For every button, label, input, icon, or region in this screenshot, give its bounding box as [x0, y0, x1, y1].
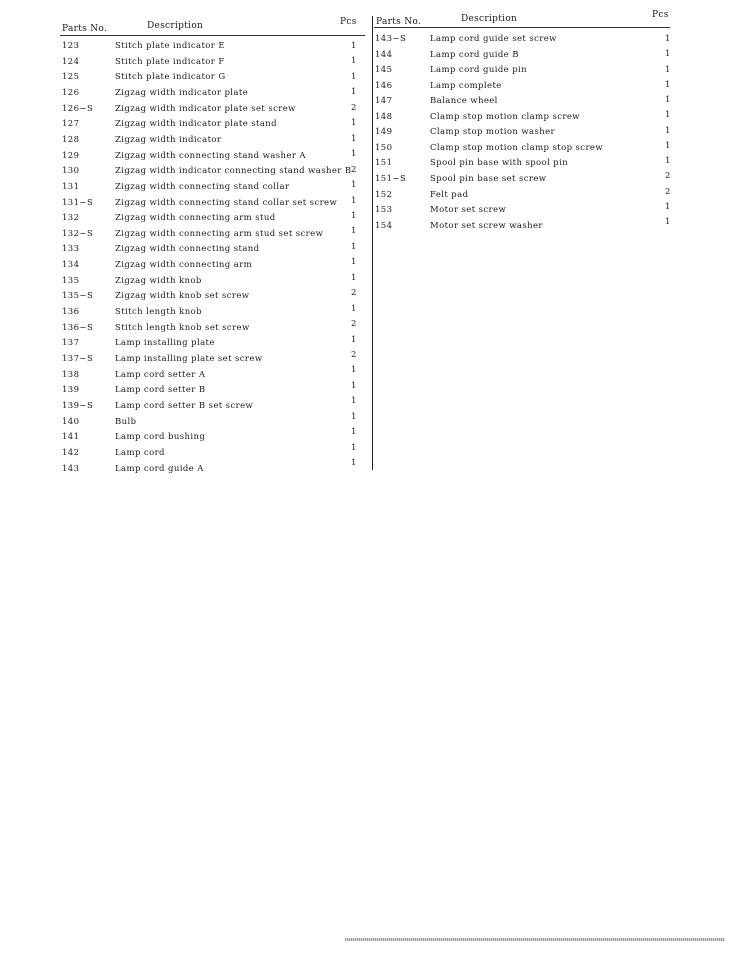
table-row: [62, 88, 362, 103]
part-number: 126−S: [62, 103, 94, 114]
table-row: [62, 288, 362, 306]
part-quantity: 1: [665, 95, 671, 105]
part-description: Zigzag width indicator plate: [115, 87, 249, 98]
part-description: Zigzag width connecting stand: [115, 244, 260, 255]
header-rule: [374, 27, 670, 28]
header-parts-no: Parts No.: [62, 24, 108, 34]
table-row: [62, 57, 362, 72]
part-number: 148: [375, 111, 393, 122]
table-row: [375, 34, 675, 49]
part-quantity: 1: [665, 64, 671, 75]
part-quantity: 1: [351, 180, 357, 191]
part-description: Lamp cord setter B: [115, 385, 206, 396]
part-description: Stitch plate indicator E: [115, 41, 225, 51]
header-parts-no: Parts No.: [376, 17, 422, 27]
part-number: 137: [62, 338, 80, 349]
part-quantity: 1: [351, 272, 357, 283]
part-quantity: 1: [351, 210, 357, 221]
part-number: 135−S: [62, 291, 94, 302]
part-quantity: 1: [665, 79, 671, 90]
header-description: Description: [147, 21, 204, 31]
table-row: [375, 186, 675, 205]
part-number: 141: [62, 432, 80, 443]
table-row: [62, 442, 362, 463]
part-number: 136: [62, 307, 80, 318]
part-description: Lamp cord guide pin: [430, 65, 528, 76]
table-row: [62, 257, 362, 275]
part-description: Spool pin base with spool pin: [430, 158, 569, 169]
part-number: 151−S: [375, 173, 407, 184]
part-number: 151: [375, 158, 393, 169]
table-row: [62, 241, 362, 259]
part-number: 140: [62, 416, 80, 427]
part-description: Zigzag width indicator plate set screw: [115, 103, 296, 114]
part-description: Zigzag width connecting arm stud set screw: [115, 228, 324, 239]
part-quantity: 1: [665, 34, 671, 44]
part-description: Lamp installing plate: [115, 338, 215, 349]
part-quantity: 2: [665, 186, 671, 197]
part-number: 126: [62, 87, 80, 98]
part-quantity: 1: [665, 125, 671, 136]
header-pcs: Pcs: [340, 17, 357, 27]
part-quantity: 2: [351, 164, 357, 175]
table-row: [62, 72, 362, 87]
part-number: 153: [375, 205, 393, 216]
part-quantity: 2: [351, 350, 357, 360]
part-number: 132−S: [62, 228, 94, 239]
part-quantity: 1: [351, 442, 357, 453]
part-description: Lamp cord bushing: [115, 432, 206, 443]
table-row: [62, 135, 362, 150]
part-description: Zigzag width connecting arm stud: [115, 213, 276, 224]
part-number: 131−S: [62, 197, 94, 208]
part-quantity: 1: [351, 380, 357, 391]
table-row: [375, 171, 675, 189]
part-quantity: 1: [351, 396, 357, 407]
part-number: 123: [62, 41, 80, 51]
table-row: [375, 127, 675, 142]
part-number: 139−S: [62, 400, 94, 411]
part-number: 150: [375, 142, 393, 153]
part-description: Clamp stop motion clamp stop screw: [430, 142, 604, 153]
part-description: Zigzag width knob: [115, 275, 202, 286]
part-quantity: 1: [351, 149, 357, 160]
table-row: [62, 210, 362, 228]
part-quantity: 1: [351, 411, 357, 422]
table-row: [62, 195, 362, 213]
part-quantity: 1: [351, 427, 357, 438]
part-number: 144: [375, 49, 393, 60]
table-row: [375, 65, 675, 80]
table-row: [62, 272, 362, 291]
table-row: [62, 226, 362, 244]
part-number: 132: [62, 213, 80, 224]
part-quantity: 1: [351, 257, 357, 268]
table-row: [62, 365, 362, 385]
part-quantity: 1: [351, 241, 357, 252]
part-number: 127: [62, 119, 80, 130]
part-number: 137−S: [62, 354, 94, 364]
part-description: Lamp complete: [430, 80, 502, 91]
part-quantity: 2: [351, 102, 357, 113]
table-row: [62, 396, 362, 416]
table-row: [375, 96, 675, 111]
part-description: Spool pin base set screw: [430, 173, 547, 184]
table-row: [62, 350, 362, 369]
part-description: Lamp cord: [115, 447, 165, 458]
table-row: [62, 411, 362, 432]
part-description: Zigzag width knob set screw: [115, 291, 250, 302]
header-pcs: Pcs: [652, 10, 669, 20]
part-description: Lamp cord setter B set screw: [115, 400, 254, 411]
part-quantity: 1: [351, 118, 357, 129]
part-quantity: 2: [351, 319, 357, 330]
table-row: [62, 182, 362, 197]
part-number: 154: [375, 220, 393, 231]
part-quantity: 1: [351, 334, 357, 345]
part-number: 146: [375, 80, 393, 91]
part-description: Clamp stop motion clamp screw: [430, 111, 580, 122]
part-description: Zigzag width indicator connecting stand washer B: [115, 166, 352, 177]
part-description: Zigzag width indicator plate stand: [115, 119, 277, 130]
part-number: 143−S: [375, 34, 407, 44]
part-description: Clamp stop motion washer: [430, 127, 556, 138]
part-description: Lamp cord guide set screw: [430, 34, 557, 44]
table-row: [62, 380, 362, 400]
table-row: [62, 151, 362, 166]
table-row: [375, 140, 675, 158]
part-quantity: 1: [351, 303, 357, 314]
table-row: [62, 458, 362, 479]
table-row: [375, 201, 675, 220]
parts-table-right: [372, 0, 738, 240]
header-rule: [60, 35, 365, 36]
part-number: 134: [62, 260, 80, 271]
table-row: [62, 104, 362, 119]
table-row: [62, 119, 362, 134]
part-description: Stitch plate indicator G: [115, 72, 226, 83]
part-quantity: 1: [351, 195, 357, 206]
part-description: Zigzag width connecting stand collar: [115, 181, 290, 192]
table-row: [62, 319, 362, 338]
part-number: 125: [62, 72, 80, 83]
part-number: 152: [375, 189, 393, 200]
part-number: 138: [62, 369, 80, 380]
part-quantity: 1: [665, 49, 671, 60]
part-quantity: 1: [351, 41, 357, 51]
part-number: 149: [375, 127, 393, 138]
part-quantity: 1: [351, 365, 357, 376]
part-quantity: 1: [665, 156, 671, 166]
table-row: [375, 217, 675, 236]
part-quantity: 1: [665, 217, 671, 227]
part-number: 129: [62, 150, 80, 161]
part-number: 130: [62, 166, 80, 177]
table-row: [62, 166, 362, 181]
part-quantity: 1: [665, 140, 671, 151]
part-description: Bulb: [115, 416, 137, 427]
table-row: [62, 427, 362, 447]
table-row: [62, 303, 362, 322]
part-description: Motor set screw washer: [430, 220, 543, 231]
part-quantity: 2: [351, 288, 357, 299]
part-number: 142: [62, 447, 80, 458]
part-number: 139: [62, 385, 80, 396]
table-row: [62, 41, 362, 56]
part-quantity: 1: [351, 133, 357, 144]
part-number: 131: [62, 181, 80, 192]
part-description: Stitch length knob: [115, 307, 202, 318]
part-description: Zigzag width indicator: [115, 134, 222, 145]
table-row: [62, 334, 362, 353]
part-description: Lamp cord guide B: [430, 49, 519, 60]
table-row: [375, 81, 675, 96]
part-number: 128: [62, 134, 80, 145]
part-quantity: 1: [351, 71, 357, 82]
part-quantity: 1: [665, 110, 671, 121]
part-description: Zigzag width connecting stand collar set screw: [115, 197, 338, 208]
part-quantity: 2: [665, 171, 671, 182]
part-description: Balance wheel: [430, 96, 498, 107]
table-row: [375, 50, 675, 65]
part-description: Zigzag width connecting stand washer A: [115, 150, 306, 161]
part-number: 147: [375, 96, 393, 107]
part-description: Lamp cord guide A: [115, 463, 204, 474]
part-quantity: 1: [351, 226, 357, 237]
part-quantity: 1: [351, 458, 357, 469]
header-description: Description: [461, 14, 518, 24]
part-quantity: 1: [351, 87, 357, 98]
part-description: Motor set screw: [430, 205, 507, 216]
part-description: Lamp installing plate set screw: [115, 354, 263, 364]
part-number: 145: [375, 65, 393, 76]
part-quantity: 1: [665, 201, 671, 212]
part-number: 143: [62, 463, 80, 474]
part-quantity: 1: [351, 56, 357, 67]
part-description: Stitch plate indicator F: [115, 56, 225, 67]
part-description: Stitch length knob set screw: [115, 322, 250, 333]
part-number: 133: [62, 244, 80, 255]
table-row: [375, 112, 675, 127]
part-number: 124: [62, 56, 80, 67]
table-row: [375, 158, 675, 173]
parts-table-left: [0, 0, 372, 480]
part-description: Lamp cord setter A: [115, 369, 206, 380]
part-number: 135: [62, 275, 80, 286]
part-description: Felt pad: [430, 189, 469, 200]
scan-edge-bar: [345, 938, 725, 941]
part-description: Zigzag width connecting arm: [115, 260, 253, 271]
part-number: 136−S: [62, 322, 94, 333]
